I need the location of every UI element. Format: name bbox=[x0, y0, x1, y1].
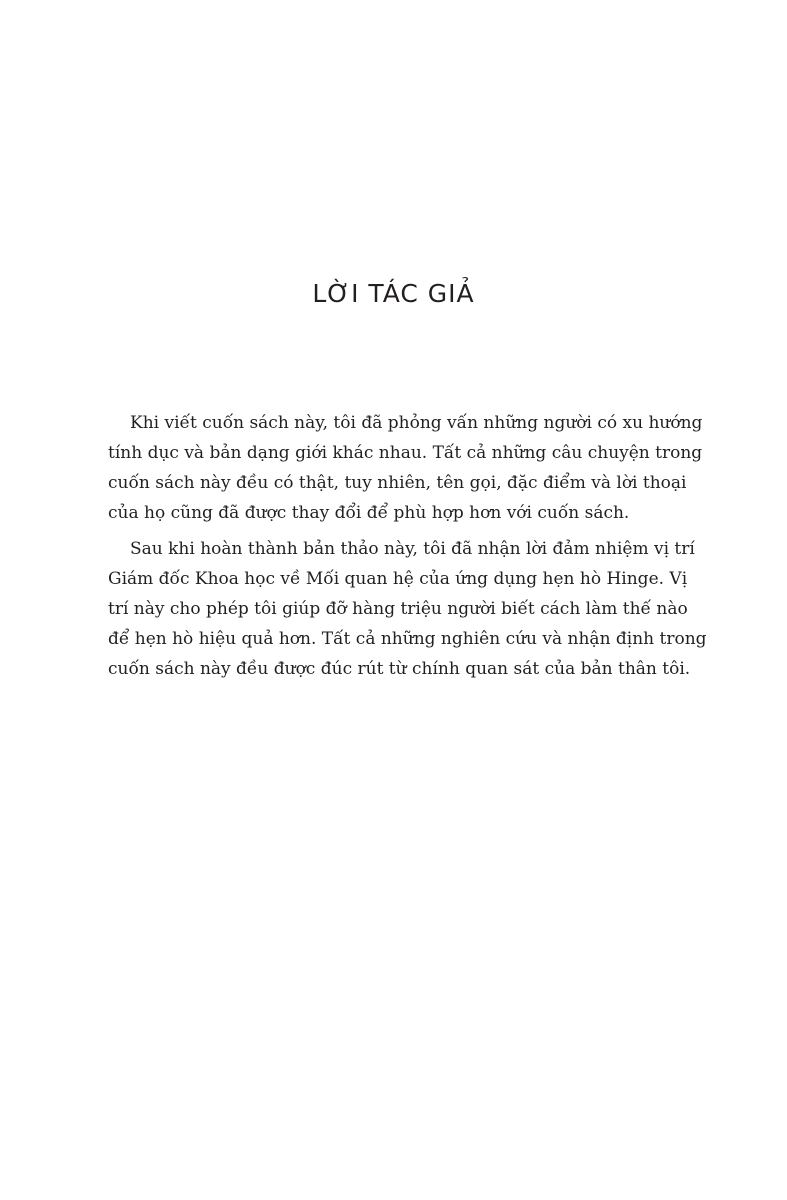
text-line: Giám đốc Khoa học về Mối quan hệ của ứng dụng hẹn hò Hinge. Vị bbox=[108, 569, 688, 589]
text-line: Sau khi hoàn thành bản thảo này, tôi đã nhận lời đảm nhiệm vị trí bbox=[130, 539, 695, 559]
text-line: cuốn sách này đều được đúc rút từ chính quan sát của bản thân tôi. bbox=[108, 659, 691, 679]
body-text bbox=[108, 408, 707, 684]
chapter-title: LỜI TÁC GIẢ bbox=[312, 279, 475, 308]
text-line: để hẹn hò hiệu quả hơn. Tất cả những nghiên cứu và nhận định trong bbox=[108, 629, 707, 649]
text-line: trí này cho phép tôi giúp đỡ hàng triệu người biết cách làm thế nào bbox=[108, 599, 688, 619]
paragraph-1 bbox=[108, 408, 703, 528]
text-line: Khi viết cuốn sách này, tôi đã phỏng vấn những người có xu hướng bbox=[130, 413, 703, 433]
text-line: tính dục và bản dạng giới khác nhau. Tất cả những câu chuyện trong bbox=[108, 443, 703, 463]
paragraph-2 bbox=[108, 534, 707, 684]
text-line: cuốn sách này đều có thật, tuy nhiên, tên gọi, đặc điểm và lời thoại bbox=[108, 473, 687, 493]
text-line: của họ cũng đã được thay đổi để phù hợp hơn với cuốn sách. bbox=[108, 503, 630, 523]
